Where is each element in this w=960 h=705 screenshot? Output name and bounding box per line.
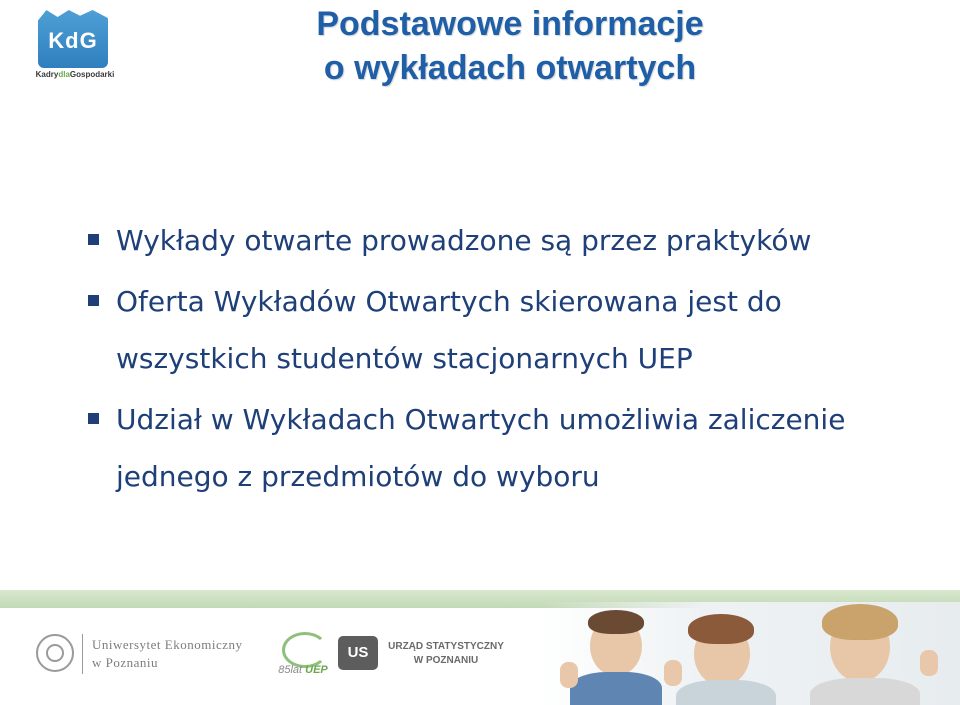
logo-tagline (30, 70, 120, 79)
anniversary-logo (278, 632, 328, 680)
logo-mark: KdG (48, 28, 98, 53)
uep-name-line1: Uniwersytet Ekonomiczny (92, 637, 243, 652)
slide-title-line1: Podstawowe informacje (316, 5, 704, 43)
person-hair (822, 604, 898, 640)
students-photo (540, 602, 960, 705)
us-name-line1: URZĄD STATYSTYCZNY (388, 641, 504, 652)
bullet-text: Wykłady otwarte prowadzone są przez praktyków (116, 224, 812, 257)
thumb-up-icon (560, 662, 578, 688)
anniversary-uep: UEP (305, 664, 328, 676)
person-hair (588, 610, 644, 634)
thumb-up-icon (664, 660, 682, 686)
anniversary-text (278, 664, 328, 676)
person-body (676, 680, 776, 705)
bullet-text: Udział w Wykładach Otwartych umożliwia zaliczenie jednego z przedmiotów do wyboru (116, 403, 846, 493)
person-body (810, 678, 920, 705)
bullet-item (88, 212, 908, 269)
uep-name (92, 636, 272, 672)
anniversary-rings-icon (282, 632, 328, 668)
thumb-up-icon (920, 650, 938, 676)
person-hair (688, 614, 754, 644)
uep-emblem-icon (36, 634, 74, 672)
logo-tagline-suffix: Gospodarki (69, 70, 115, 79)
uep-name-line2: w Poznaniu (92, 655, 159, 670)
slide-title-line2: o wykładach otwartych (323, 49, 697, 87)
square-bullet-icon (88, 413, 99, 424)
anniversary-lat: lat (290, 664, 303, 676)
kdg-logo (34, 8, 114, 86)
slide-title (230, 2, 790, 90)
logo-tagline-middle: dla (58, 70, 70, 79)
square-bullet-icon (88, 295, 99, 306)
footer-divider (82, 634, 83, 674)
anniversary-number: 85 (278, 664, 291, 676)
us-name-line2: W POZNANIU (413, 655, 479, 666)
person-body (570, 672, 662, 705)
logo-tagline-prefix: Kadry (35, 70, 59, 79)
bullet-item (88, 273, 908, 387)
bullet-item (88, 391, 908, 505)
bullet-text: Oferta Wykładów Otwartych skierowana jest do wszystkich studentów stacjonarnych UEP (116, 285, 782, 375)
us-logo: US (338, 636, 378, 670)
square-bullet-icon (88, 234, 99, 245)
bullet-list (88, 212, 908, 509)
us-name (386, 640, 506, 668)
